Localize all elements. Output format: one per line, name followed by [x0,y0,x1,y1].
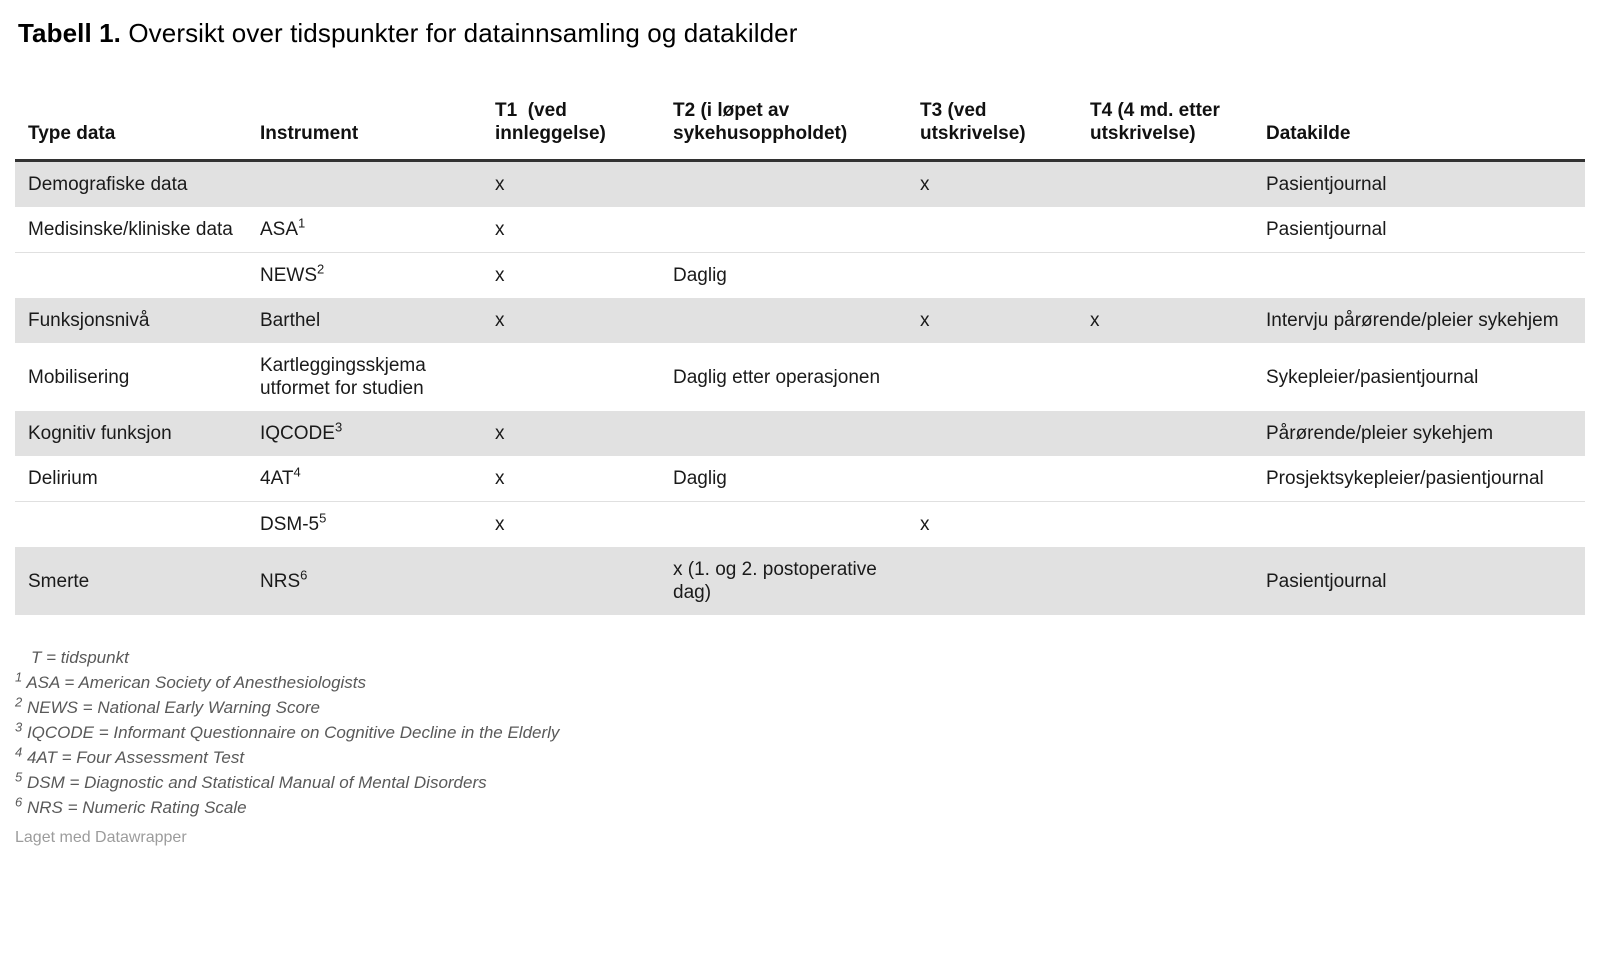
table-header [15,93,1585,161]
cell-t2: Daglig [660,253,907,299]
column-header-instrument: Instrument [247,93,482,161]
cell-datakilde: Sykepleier/pasientjournal [1266,366,1479,388]
table-row [15,456,1585,502]
footnote-marker: 1 [298,215,306,231]
cell-t4 [1077,161,1253,208]
cell-t4 [1077,502,1253,548]
cell-datakilde: Pasientjournal [1266,219,1387,240]
cell-t1: x [495,423,505,444]
cell-t4 [1077,207,1253,253]
footnote-number: 5 [15,769,23,785]
page-title [18,18,1585,49]
cell-t3 [907,456,1077,502]
cell-t4 [1077,547,1253,615]
cell-t3 [907,343,1077,411]
column-header-t3: T3 (ved utskrivelse) [907,93,1077,161]
cell-instrument: NEWS$^2$ [247,253,482,299]
cell-t3 [907,411,1077,456]
cell-instrument: DSM-$5^5$ [247,502,482,548]
table-row [15,207,1585,253]
cell-type-data: Medisinske/kliniske data [28,219,233,240]
table-row [15,343,1585,411]
cell-t1: x [482,253,660,299]
datawrapper-credit[interactable]: Laget med Datawrapper [15,829,187,846]
cell-t4 [1077,253,1253,299]
cell-instrument: $4AT^4$ [260,464,301,489]
footnote-marker: 5 [319,510,327,526]
cell-datakilde [1253,253,1585,299]
cell-t1 [482,343,660,411]
cell-t4: x [1090,310,1100,331]
cell-t1: x [482,502,660,548]
footnote-line: $^4$ 4AT = Four Assessment Test [15,744,245,767]
cell-type-data: Delirium [28,468,98,489]
table-row [15,411,1585,456]
column-header-t2: T2 (i løpet av sykehusoppholdet) [660,93,907,161]
footnote-line: $^1$ ASA = American Society of Anesthesiologists [15,669,367,692]
footnote-number: 3 [15,719,23,735]
cell-t3: x [920,174,930,195]
cell-datakilde: Pårørende/pleier sykehjem [1266,423,1494,444]
cell-instrument: ASA$^1$ [260,215,306,240]
table-row [15,298,1585,343]
cell-t1 [482,547,660,615]
cell-type-data [15,253,247,299]
cell-instrument [247,161,482,208]
cell-datakilde: Prosjektsykepleier/pasientjournal [1266,468,1544,489]
cell-t1: x [495,174,505,195]
cell-t4 [1077,343,1253,411]
cell-t2 [660,411,907,456]
cell-t2: Daglig etter operasjonen [673,366,881,388]
footnote-number: 6 [15,794,23,810]
cell-t2 [660,207,907,253]
cell-datakilde [1253,502,1585,548]
footnote-line: $^2$ NEWS = National Early Warning Score [15,694,321,717]
cell-t3 [907,547,1077,615]
footnote-line: $^5$ DSM = Diagnostic and Statistical Manual of Mental Disorders [15,769,487,792]
table-header-row [15,93,1585,161]
cell-t2 [660,298,907,343]
cell-datakilde: Pasientjournal [1266,174,1387,195]
cell-instrument: Kartleggingsskjema utformet for studien [260,355,426,399]
cell-t1: x [495,310,505,331]
cell-type-data: Kognitiv funksjon [28,423,172,444]
footnote-marker: 4 [293,464,301,480]
cell-t1: x [495,219,505,240]
column-header-datakilde: Datakilde [1253,93,1585,161]
cell-type-data: Mobilisering [28,366,130,388]
cell-t1: x [495,468,505,489]
cell-t3 [907,253,1077,299]
footnote-line: T = tidspunkt [31,648,129,667]
title-prefix: Tabell 1. [18,18,122,48]
cell-type-data: Funksjonsnivå [28,310,150,331]
cell-t3: x [920,310,930,331]
cell-type-data [15,502,247,548]
column-header-t1: T1 (ved innleggelse) [482,93,660,161]
table-body [15,161,1585,616]
column-header-t4: T4 (4 md. etter utskrivelse) [1077,93,1253,161]
cell-datakilde: Pasientjournal [1266,570,1387,592]
table-row [15,502,1585,548]
footnote-number: 1 [15,669,23,685]
cell-t4 [1077,456,1253,502]
table-row [15,547,1585,615]
footnotes [15,645,1585,820]
cell-t2: Daglig [673,468,727,489]
cell-type-data: Demografiske data [28,174,188,195]
cell-instrument: NRS$^6$ [260,567,308,592]
cell-instrument: IQCODE$^3$ [260,419,343,444]
table-row [15,253,1585,299]
title-text: Oversikt over tidspunkter for datainnsamling og datakilder [128,18,798,48]
cell-datakilde: Intervju pårørende/pleier sykehjem [1266,310,1559,331]
cell-t2 [660,502,907,548]
footnote-number: 2 [15,694,23,710]
footnote-line: $^3$ IQCODE = Informant Questionnaire on Cognitive Decline in the Elderly [15,719,560,742]
footnote-marker: 6 [300,567,308,583]
footnote-number: 4 [15,744,23,760]
cell-t3: x [907,502,1077,548]
cell-t2 [660,161,907,208]
table-row [15,161,1585,208]
cell-instrument: Barthel [260,310,321,331]
cell-t3 [907,207,1077,253]
cell-type-data: Smerte [28,570,90,592]
footnote-line: $^6$ NRS = Numeric Rating Scale [15,794,247,817]
cell-t2: x (1. og 2. postoperative dag) [673,559,877,603]
footnote-marker: 3 [334,419,343,435]
footnote-marker: 2 [317,261,325,277]
cell-t4 [1077,411,1253,456]
data-table [15,93,1585,615]
column-header-type-data: Type data [15,93,247,161]
